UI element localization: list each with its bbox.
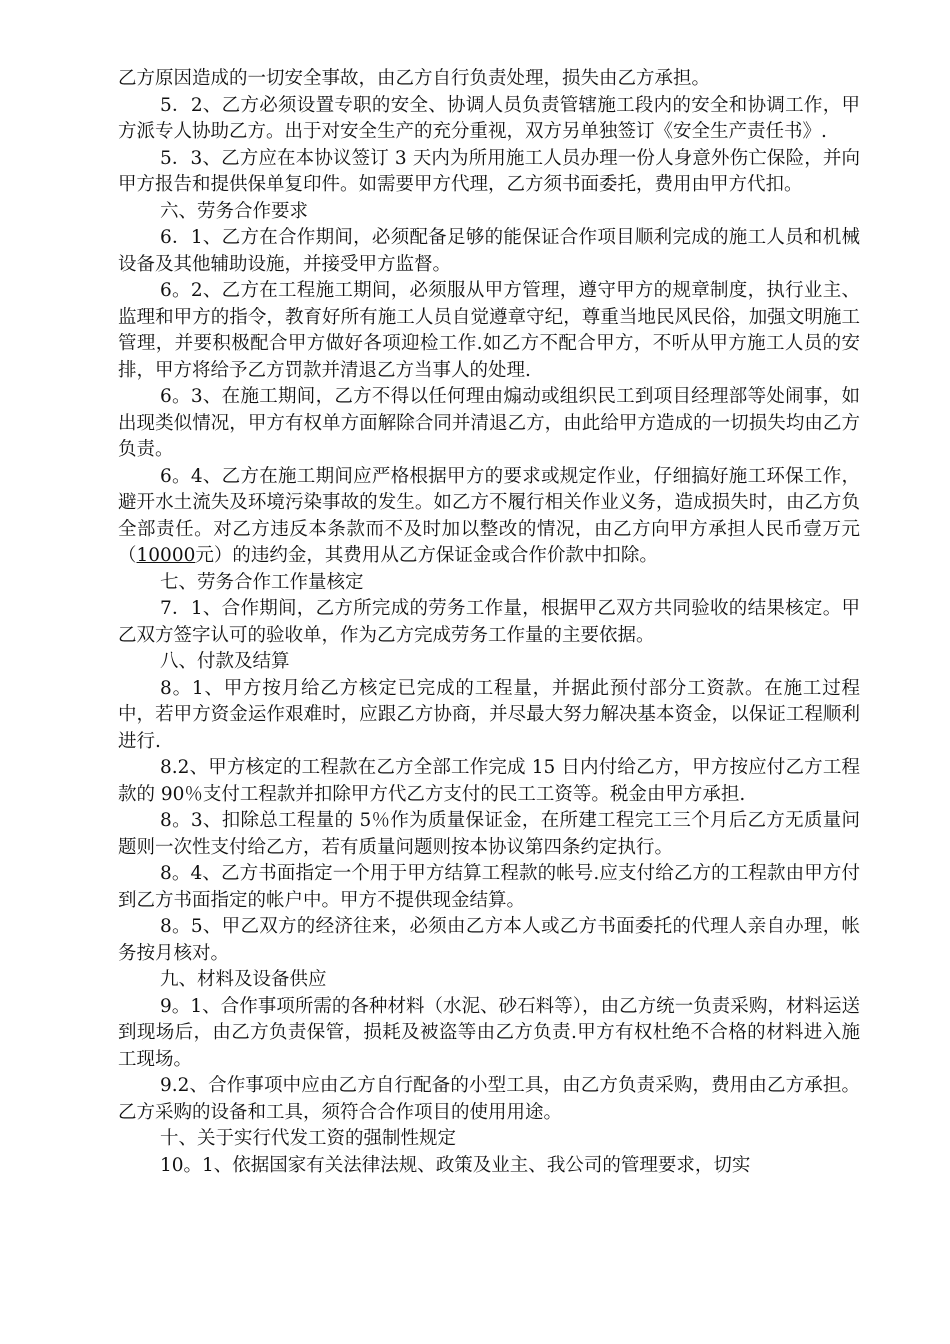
clause-8-5: 8。5、甲乙双方的经济往来，必须由乙方本人或乙方书面委托的代理人亲自办理，帐务按月核对。 xyxy=(118,916,860,964)
clause-6-4-text-before: 6。4、乙方在施工期间应严格根据甲方的要求或规定作业，仔细搞好施工环保工作，避开水土流失及环境污染事故的发生。如乙方不履行相关作业义务，造成损失时，由乙方负全部责任。对乙方违反本条款而不及时加以整改的情况，由乙方向甲方承担人民币壹万元（ xyxy=(118,465,860,566)
clause-8-3: 8。3、扣除总工程量的 5％作为质量保证金，在所建工程完工三个月后乙方无质量问题则一次性支付给乙方，若有质量问题则按本协议第四条约定执行。 xyxy=(118,810,860,858)
section-heading-10: 十、关于实行代发工资的强制性规定 xyxy=(160,1128,457,1149)
clause-6-1: 6．1、乙方在合作期间，必须配备足够的能保证合作项目顺利完成的施工人员和机械设备及其他辅助设施，并接受甲方监督。 xyxy=(118,227,860,275)
clause-6-4 xyxy=(118,464,860,570)
paragraph-continuation: 乙方原因造成的一切安全事故，由乙方自行负责处理，损失由乙方承担。 xyxy=(118,68,711,89)
clause-8-2: 8.2、甲方核定的工程款在乙方全部工作完成 15 日内付给乙方，甲方按应付乙方工程款的 90％支付工程款并扣除甲方代乙方支付的民工工资等。税金由甲方承担. xyxy=(118,757,860,805)
penalty-amount: 10000 xyxy=(136,545,196,566)
section-heading-7: 七、劳务合作工作量核定 xyxy=(160,571,364,593)
clause-6-4-text-after: 元）的违约金，其费用从乙方保证金或合作价款中扣除。 xyxy=(195,545,658,566)
clause-5-3: 5．3、乙方应在本协议签订 3 天内为所用施工人员办理一份人身意外伤亡保险，并向甲方报告和提供保单复印件。如需要甲方代理，乙方须书面委托，费用由甲方代扣。 xyxy=(118,147,860,195)
clause-9-1: 9。1、合作事项所需的各种材料（水泥、砂石料等），由乙方统一负责采购，材料运送到现场后，由乙方负责保管，损耗及被盗等由乙方负责.甲方有权杜绝不合格的材料进入施工现场。 xyxy=(118,995,860,1070)
clause-6-2: 6。2、乙方在工程施工期间，必须服从甲方管理，遵守甲方的规章制度，执行业主、监理和甲方的指令，教育好所有施工人员自觉遵章守纪，尊重当地民风民俗，加强文明施工管理，并要积极配合甲方做好各项迎检工作.如乙方不配合甲方，不听从甲方施工人员的安排，甲方将给予乙方罚款并清退乙方当事人的处理. xyxy=(118,280,860,381)
clause-6-3: 6。3、在施工期间，乙方不得以任何理由煽动或组织民工到项目经理部等处闹事，如出现类似情况，甲方有权单方面解除合同并清退乙方，由此给甲方造成的一切损失均由乙方负责。 xyxy=(118,386,860,460)
clause-10-1: 10。1、依据国家有关法律法规、政策及业主、我公司的管理要求，切实 xyxy=(160,1154,751,1176)
section-heading-8: 八、付款及结算 xyxy=(160,651,290,672)
document-page xyxy=(118,66,860,1179)
clause-9-2: 9.2、合作事项中应由乙方自行配备的小型工具，由乙方负责采购，费用由乙方承担。乙方采购的设备和工具，须符合合作项目的使用用途。 xyxy=(118,1075,860,1123)
clause-5-2: 5．2、乙方必须设置专职的安全、协调人员负责管辖施工段内的安全和协调工作，甲方派专人协助乙方。出于对安全生产的充分重视，双方另单独签订《安全生产责任书》. xyxy=(118,94,860,142)
section-heading-6: 六、劳务合作要求 xyxy=(160,200,309,222)
clause-8-1: 8。1、甲方按月给乙方核定已完成的工程量，并据此预付部分工资款。在施工过程中，若甲方资金运作艰难时，应跟乙方协商，并尽最大努力解决基本资金，以保证工程顺利进行. xyxy=(118,677,860,752)
section-heading-9: 九、材料及设备供应 xyxy=(160,969,327,990)
clause-7-1: 7．1、合作期间，乙方所完成的劳务工作量，根据甲乙双方共同验收的结果核定。甲乙双方签字认可的验收单，作为乙方完成劳务工作量的主要依据。 xyxy=(118,598,860,646)
clause-8-4: 8。4、乙方书面指定一个用于甲方结算工程款的帐号.应支付给乙方的工程款由甲方付到乙方书面指定的帐户中。甲方不提供现金结算。 xyxy=(118,863,860,911)
